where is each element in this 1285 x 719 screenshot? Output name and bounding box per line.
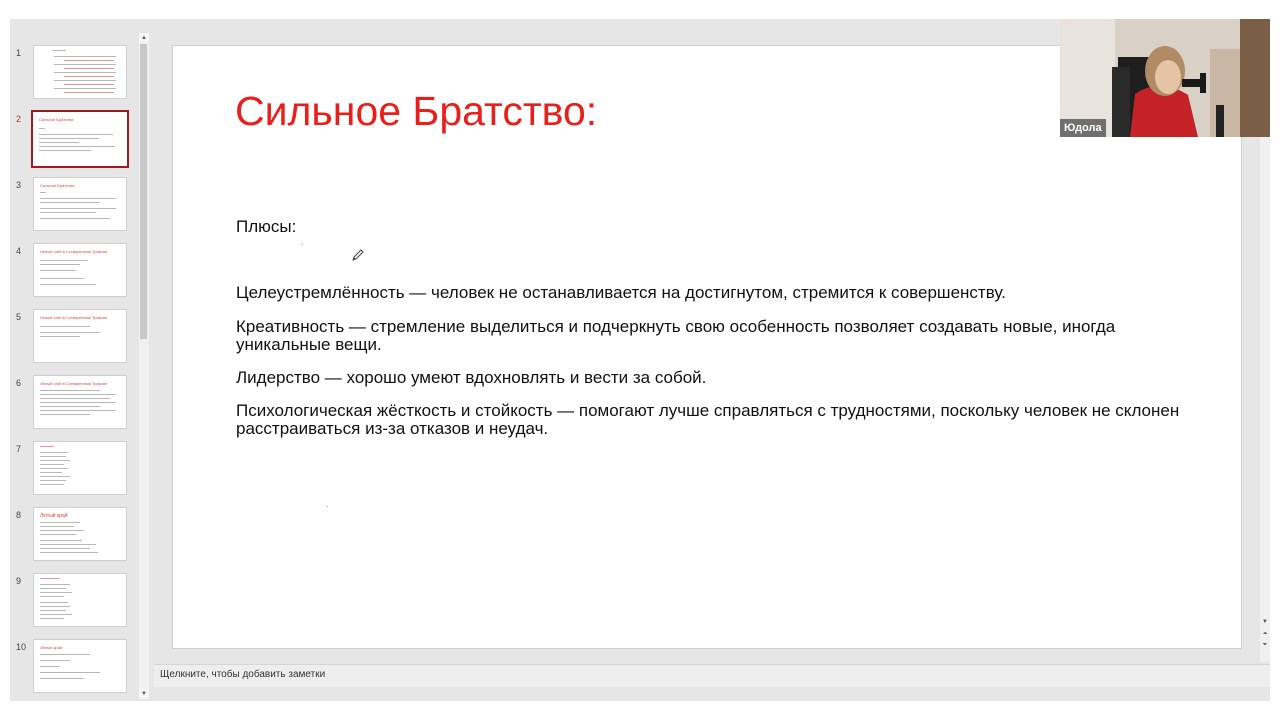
slide-thumbnail-7[interactable] <box>33 441 127 495</box>
thumbnail-title: Лютый край <box>40 645 63 650</box>
thumbnail-number: 7 <box>16 444 22 454</box>
thumbnail-title: Лютый сгиб в Сотворенном Триконе <box>40 381 108 386</box>
thumbnail-row-8[interactable] <box>10 507 150 563</box>
thumbnail-row-4[interactable] <box>10 243 150 299</box>
slide-thumbnail-1[interactable] <box>33 45 127 99</box>
next-slide-icon[interactable]: ⏷ <box>1262 642 1268 648</box>
scroll-up-icon[interactable]: ▲ <box>139 33 149 43</box>
stray-dot <box>302 244 303 245</box>
notes-pane[interactable] <box>154 664 1270 687</box>
slide-thumbnail-9[interactable] <box>33 573 127 627</box>
thumbnail-title: Лютый сгиб в Сотворенном Триконе <box>40 249 108 254</box>
thumbnail-number: 5 <box>16 312 22 322</box>
thumbnail-number: 4 <box>16 246 22 256</box>
thumbnail-row-10[interactable] <box>10 639 150 695</box>
thumbnail-number: 3 <box>16 180 22 190</box>
pros-label[interactable]: Плюсы: <box>236 217 297 236</box>
thumbnail-row-7[interactable] <box>10 441 150 497</box>
thumbnail-row-5[interactable] <box>10 309 150 365</box>
thumbnail-title: Сильное Братство: <box>39 117 75 122</box>
bullet-item[interactable]: Целеустремлённость — человек не останавливается на достигнутом, стремится к совершенству. <box>236 283 1006 302</box>
slide-thumbnail-8[interactable] <box>33 507 127 561</box>
thumbnail-number: 9 <box>16 576 22 586</box>
slide-thumbnail-6[interactable] <box>33 375 127 429</box>
thumbnail-number: 2 <box>16 114 22 124</box>
slide-thumbnail-10[interactable] <box>33 639 127 693</box>
slide-thumbnail-4[interactable] <box>33 243 127 297</box>
bullet-item[interactable]: Психологическая жёсткость и стойкость — помогают лучше справляться с трудностями, поскольку человек не склонен расстраиваться из-за отказов и неудач. <box>236 401 1180 438</box>
thumbnail-number: 1 <box>16 48 22 58</box>
thumbnail-number: 8 <box>16 510 22 520</box>
scroll-down-icon[interactable]: ▼ <box>1262 619 1268 625</box>
slide-thumbnail-pane <box>10 19 150 701</box>
thumbnail-scrollbar-thumb[interactable] <box>140 44 147 339</box>
bullet-item[interactable]: Креативность — стремление выделиться и подчеркнуть свою особенность позволяет создавать новые, иногда уникальные вещи. <box>236 317 1116 354</box>
slide-thumbnail-3[interactable] <box>33 177 127 231</box>
slide-thumbnail-2[interactable] <box>31 110 129 168</box>
thumbnail-row-9[interactable] <box>10 573 150 629</box>
thumbnail-row-2[interactable] <box>10 111 150 167</box>
thumbnail-title: Лютый сгиб в Сотворенном Триконе <box>40 315 108 320</box>
thumbnail-title: Сильное Братство: <box>40 183 76 188</box>
pen-cursor-icon <box>351 248 365 262</box>
scroll-down-icon[interactable]: ▼ <box>139 689 149 699</box>
thumbnail-number: 6 <box>16 378 22 388</box>
webcam-participant-name: Юдола <box>1060 119 1106 137</box>
thumbnail-row-3[interactable] <box>10 177 150 233</box>
thumbnail-number: 10 <box>16 642 27 652</box>
thumbnail-title: Лютый край <box>40 513 68 519</box>
thumbnail-row-1[interactable] <box>10 45 150 101</box>
thumbnail-row-6[interactable] <box>10 375 150 431</box>
slide-title[interactable]: Сильное Братство: <box>235 88 598 134</box>
previous-slide-icon[interactable]: ⏶ <box>1262 631 1268 637</box>
slide-thumbnail-5[interactable] <box>33 309 127 363</box>
stray-dot <box>327 506 328 507</box>
notes-placeholder[interactable]: Щелкните, чтобы добавить заметки <box>160 669 326 680</box>
webcam-overlay <box>1060 19 1270 137</box>
bullet-item[interactable]: Лидерство — хорошо умеют вдохновлять и вести за собой. <box>236 368 707 387</box>
